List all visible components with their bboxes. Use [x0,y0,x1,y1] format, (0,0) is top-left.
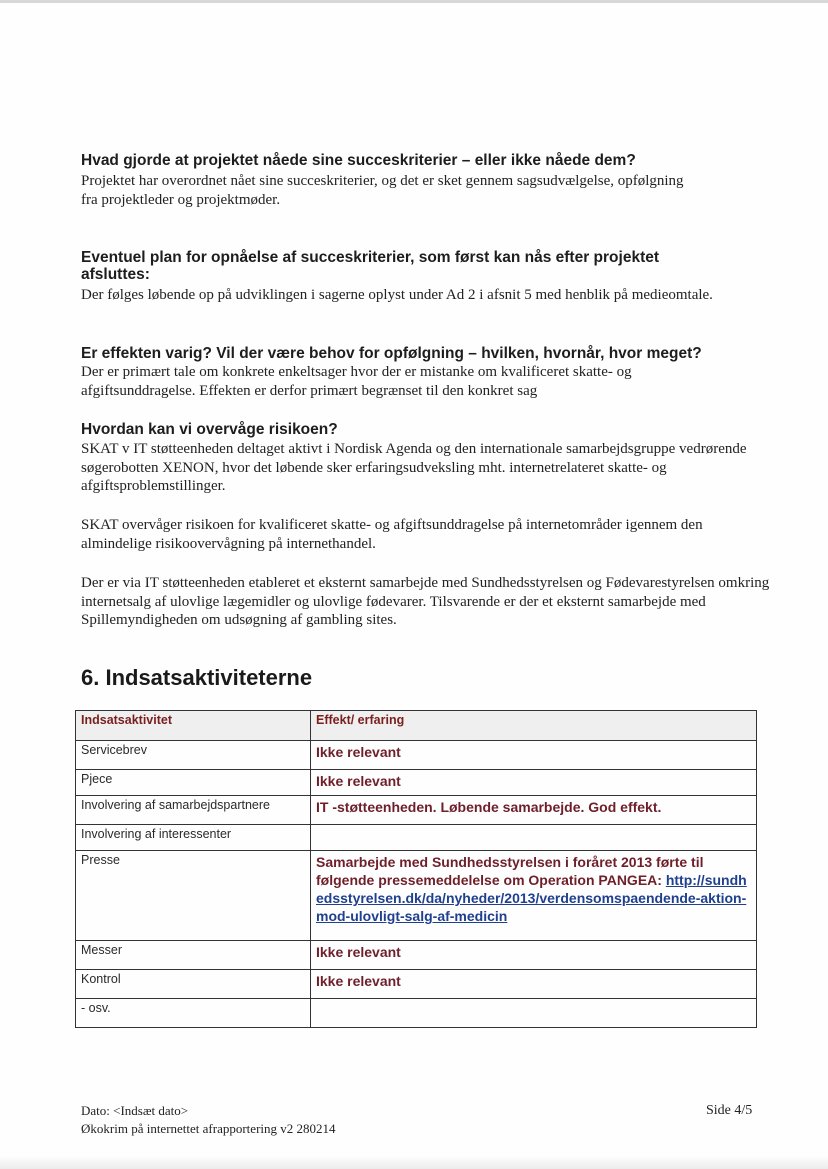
text-effect-lasting: Der er primært tale om konkrete enkeltsager hvor der er mistanke om kvalificeret skatte- og afgiftsunddragelse. Effekten er derfor primært begrænset til den konkret sag [81,364,632,399]
footer-doc-title: Økokrim på internettet afrapportering v2 280214 [81,1121,336,1136]
effect-cell: Ikke relevant [311,941,757,970]
header-effect: Effekt/ erfaring [311,711,757,741]
activity-cell: Servicebrev [76,741,311,770]
table-row [76,941,757,970]
activity-cell: Pjece [76,770,311,796]
heading-effect-lasting: Er effekten varig? Vil der være behov for opfølgning – hvilken, hvornår, hvor meget? [81,345,702,362]
activity-cell: Messer [76,941,311,970]
text-monitor-risk-1: SKAT v IT støtteenheden deltaget aktivt i Nordisk Agenda og den internationale samarbejdsgruppe vedrørende søgerobotten XENON, hvor det løbende sker erfaringsudveksling mht. internetrelateret skatte- og afgiftsproblemstillinger. [81,441,747,494]
activity-cell: - osv. [76,999,311,1028]
top-border [0,0,828,3]
press-effect-text: Samarbejde med Sundhedsstyrelsen i foråret 2013 førte til følgende pressemeddelelse om Operation PANGEA: [316,854,704,888]
effect-cell [311,999,757,1028]
table-row [76,796,757,825]
table-row [76,999,757,1028]
activity-cell: Presse [76,851,311,941]
effect-cell: IT -støtteenheden. Løbende samarbejde. God effekt. [311,796,757,825]
text-plan-after-project: Der følges løbende op på udviklingen i sagerne oplyst under Ad 2 i afsnit 5 med henblik på medieomtale. [81,287,713,303]
effect-cell: Ikke relevant [311,741,757,770]
table-row [76,825,757,851]
effect-cell: Ikke relevant [311,970,757,999]
heading-monitor-risk: Hvordan kan vi overvåge risikoen? [81,421,338,438]
heading-plan-after-project: Eventuel plan for opnåelse af succeskriterier, som først kan nås efter projektet afsluttes: [81,249,660,283]
press-release-link[interactable]: http://sundhedsstyrelsen.dk/da/nyheder/2013/verdensomspaendende-aktion-mod-ulovligt-salg-af-medicin [316,872,747,924]
activity-cell: Involvering af samarbejdspartnere [76,796,311,825]
effect-cell: Ikke relevant [311,770,757,796]
effect-cell [311,825,757,851]
page-number: Side 4/5 [706,1103,753,1118]
table-row [76,741,757,770]
table-row [76,970,757,999]
page-bottom-edge [0,1155,828,1169]
effect-cell [311,851,757,941]
activity-cell: Kontrol [76,970,311,999]
text-success-criteria: Projektet har overordnet nået sine succeskriterier, og det er sket gennem sagsudvælgelse, opfølgning fra projektleder og projektmøder. [81,173,684,208]
table-row [76,770,757,796]
activities-table [75,710,757,1028]
activity-cell: Involvering af interessenter [76,825,311,851]
footer-date: Dato: <Indsæt dato> [81,1103,189,1118]
heading-success-criteria: Hvad gjorde at projektet nåede sine succeskriterier – eller ikke nåede dem? [81,152,636,169]
text-monitor-risk-3: Der er via IT støtteenheden etableret et eksternt samarbejde med Sundhedsstyrelsen og Fødevarestyrelsen omkring internetsalg af ulovlige lægemidler og ulovlige fødevarer. Tilsvarende er der et eksternt samarbejde med Spillemyndigheden om udsøgning af gambling sites. [81,575,770,628]
text-monitor-risk-2: SKAT overvåger risikoen for kvalificeret skatte- og afgiftsunddragelse på internetområder igennem den almindelige risikoovervågning på internethandel. [81,517,703,552]
section-title: 6. Indsatsaktiviteterne [81,665,313,690]
header-activity: Indsatsaktivitet [76,711,311,741]
table-row [76,851,757,941]
table-header-row [76,711,757,741]
